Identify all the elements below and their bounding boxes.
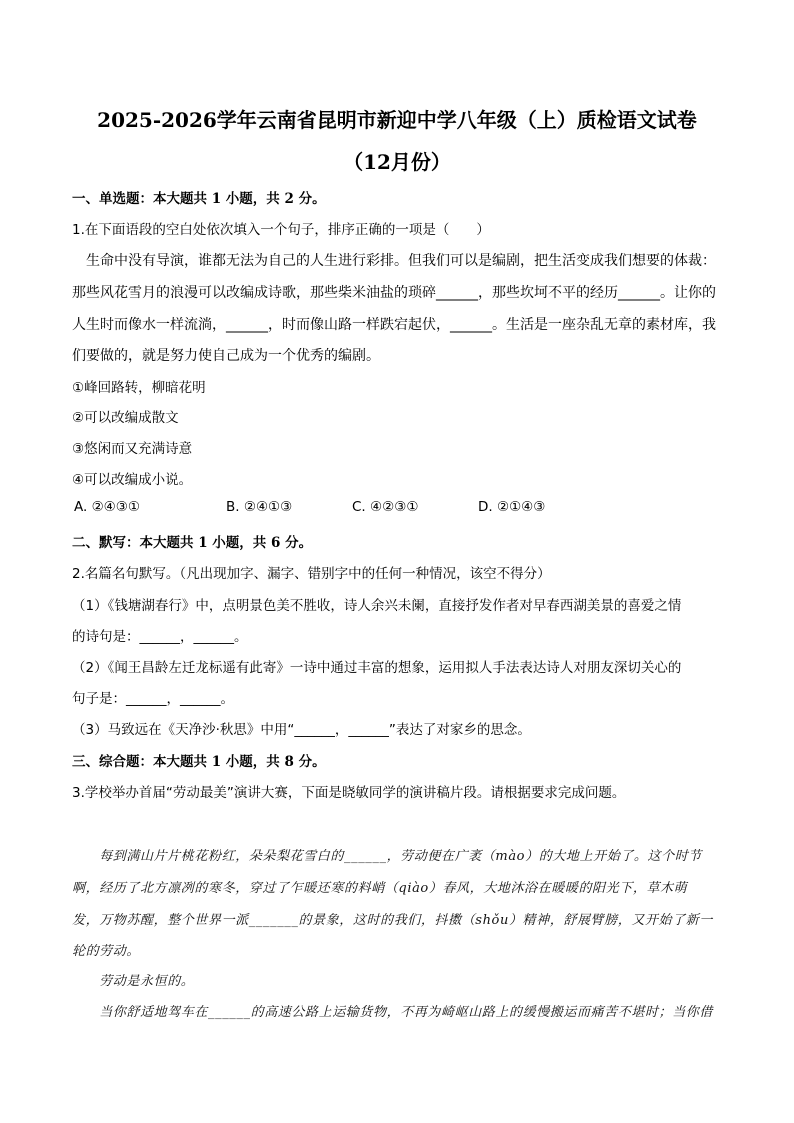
q1-option-b[interactable]: B. ②④①③ [226,499,293,515]
q1-choice-2: ②可以改编成散文 [72,410,179,426]
section-1-header: 一、单选题：本大题共 1 小题，共 2 分。 [72,191,326,207]
q1-choice-3: ③悠闲而又充满诗意 [72,441,193,457]
question-1-stem: 1.在下面语段的空白处依次填入一个句子，排序正确的一项是（ ） [72,222,490,238]
exam-subtitle: （12月份） [343,150,451,174]
q2-line-2: 的诗句是：______，______。 [72,629,248,645]
q2-line-3: （2）《闻王昌龄左迁龙标遥有此寄》一诗中通过丰富的想象，运用拟人手法表达诗人对朋友深切关心的 [72,660,682,676]
q1-option-d[interactable]: D. ②①④③ [478,499,546,515]
exam-title: 2025-2026学年云南省昆明市新迎中学八年级（上）质检语文试卷 [97,108,697,132]
question-2-stem: 2.名篇名句默写。（凡出现加字、漏字、错别字中的任何一种情况，该空不得分） [72,566,551,582]
q1-passage-line-1: 生命中没有导演，谁都无法为自己的人生进行彩排。但我们可以是编剧，把生活变成我们想要的体裁： [72,253,716,269]
q1-option-c[interactable]: C. ④②③① [352,499,419,515]
q1-choice-1: ①峰回路转，柳暗花明 [72,380,206,396]
q1-option-a[interactable]: A. ②④③① [74,499,140,515]
q2-line-1: （1）《钱塘湖春行》中，点明景色美不胜收，诗人余兴未阑，直接抒发作者对早春西湖美景的喜爱之情 [72,598,682,614]
section-2-header: 二、默写：本大题共 1 小题，共 6 分。 [72,535,313,551]
section-3-header: 三、综合题：本大题共 1 小题，共 8 分。 [72,754,326,770]
excerpt-line-1: 每到满山片片桃花粉红，朵朵梨花雪白的______，劳动便在广袤（mào）的大地上开始了。这个时节 [72,849,702,864]
q2-line-4: 句子是：______，______。 [72,691,234,707]
q1-passage-line-2: 那些风花雪月的浪漫可以改编成诗歌，那些柴米油盐的琐碎______，那些坎坷不平的经历______。让你的 [72,285,716,301]
excerpt-line-3: 发，万物苏醒，整个世界一派_______的景象，这时的我们，抖擞（shǒu）精神，舒展臂膀，又开始了新一 [72,913,713,928]
excerpt-line-2: 啊，经历了北方凛冽的寒冬，穿过了乍暖还寒的料峭（qiào）春风，大地沐浴在暖暖的阳光下，草木萌 [72,881,688,896]
q1-choice-4: ④可以改编成小说。 [72,472,193,488]
q1-passage-line-4: 们要做的，就是努力使自己成为一个优秀的编剧。 [72,348,380,364]
excerpt-line-4: 轮的劳动。 [72,944,141,959]
excerpt-line-6: 当你舒适地驾车在______的高速公路上运输货物，不再为崎岖山路上的缓慢搬运而痛苦不堪时；当你借 [72,1005,714,1020]
excerpt-line-5: 劳动是永恒的。 [72,974,195,989]
q2-line-5: （3）马致远在《天净沙·秋思》中用“______，______”表达了对家乡的思念。 [72,722,531,738]
q1-passage-line-3: 人生时而像水一样流淌，______，时而像山路一样跌宕起伏，______。生活是一座杂乱无章的素材库，我 [72,317,716,333]
question-3-stem: 3.学校举办首届“劳动最美”演讲大赛，下面是晓敏同学的演讲稿片段。请根据要求完成问题。 [72,785,626,801]
